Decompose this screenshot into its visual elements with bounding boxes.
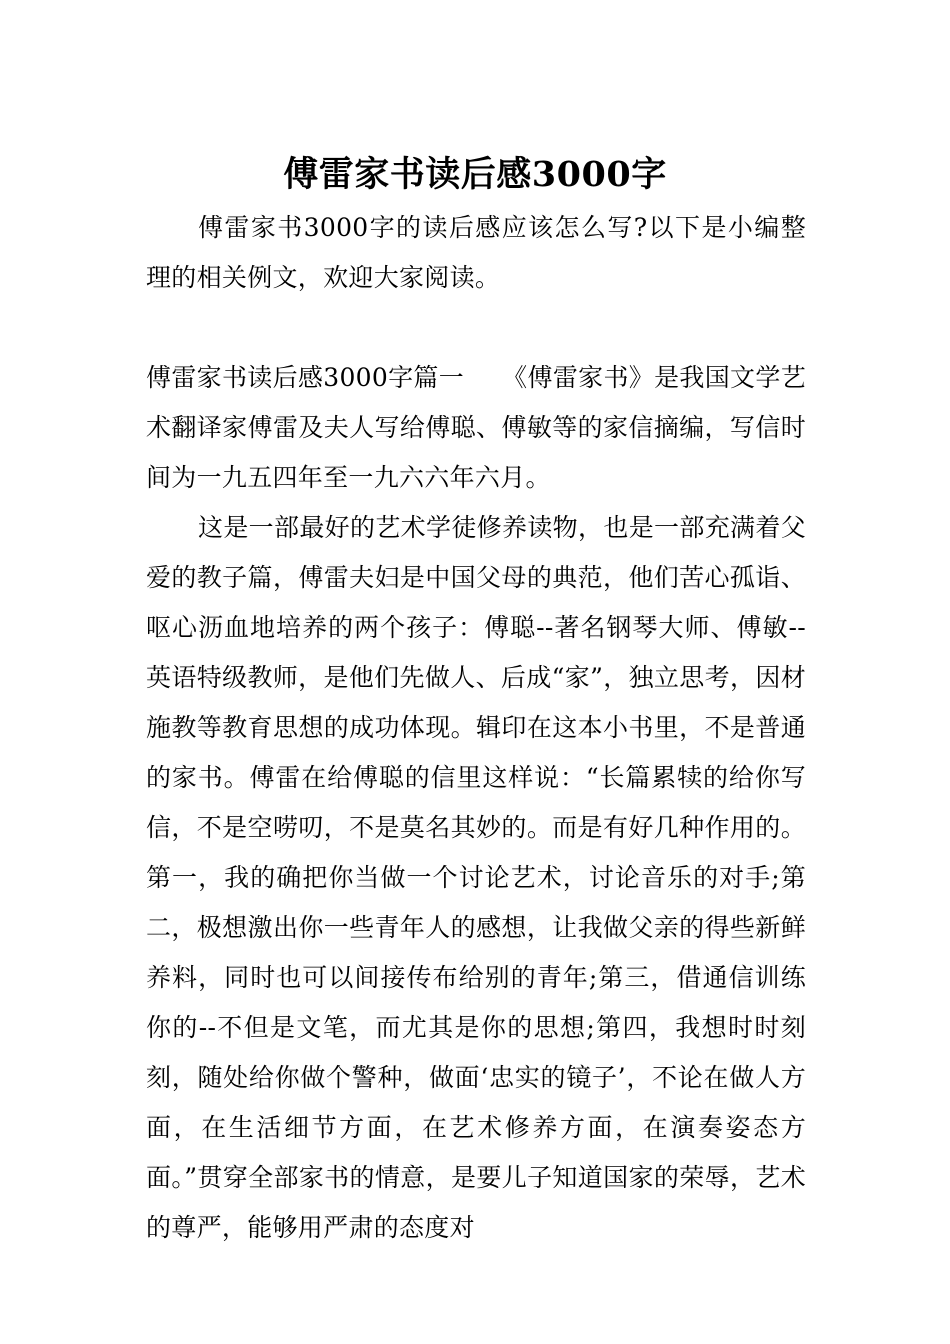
document-title: 傅雷家书读后感3000字 — [283, 154, 667, 196]
essay-one-opening-paragraph: 傅雷家书读后感3000字篇一 《傅雷家书》是我国文学艺术翻译家傅雷及夫人写给傅聪、傅敏等的家信摘编，写信时间为一九五四年至一九六六年六月。 — [146, 363, 806, 492]
essay-one-body-paragraph: 这是一部最好的艺术学徒修养读物，也是一部充满着父爱的教子篇，傅雷夫妇是中国父母的典范，他们苦心孤诣、呕心沥血地培养的两个孩子：傅聪--著名钢琴大师、傅敏--英语特级教师，是他们先做人、后成“家”，独立思考，因材施教等教育思想的成功体现。辑印在这本小书里，不是普通的家书。傅雷在给傅聪的信里这样说：“长篇累犊的给你写信，不是空唠叨，不是莫名其妙的。而是有好几种作用的。第一，我的确把你当做一个讨论艺术，讨论音乐的对手;第二，极想激出你一些青年人的感想，让我做父亲的得些新鲜养料，同时也可以间接传布给别的青年;第三，借通信训练你的--不但是文笔，而尤其是你的思想;第四，我想时时刻刻，随处给你做个警种，做面‘忠实的镜子’，不论在做人方面，在生活细节方面，在艺术修养方面，在演奏姿态方面。”贯穿全部家书的情意，是要儿子知道国家的荣辱，艺术的尊严，能够用严肃的态度对 — [146, 513, 806, 1242]
intro-paragraph: 傅雷家书3000字的读后感应该怎么写?以下是小编整理的相关例文，欢迎大家阅读。 — [146, 213, 806, 292]
